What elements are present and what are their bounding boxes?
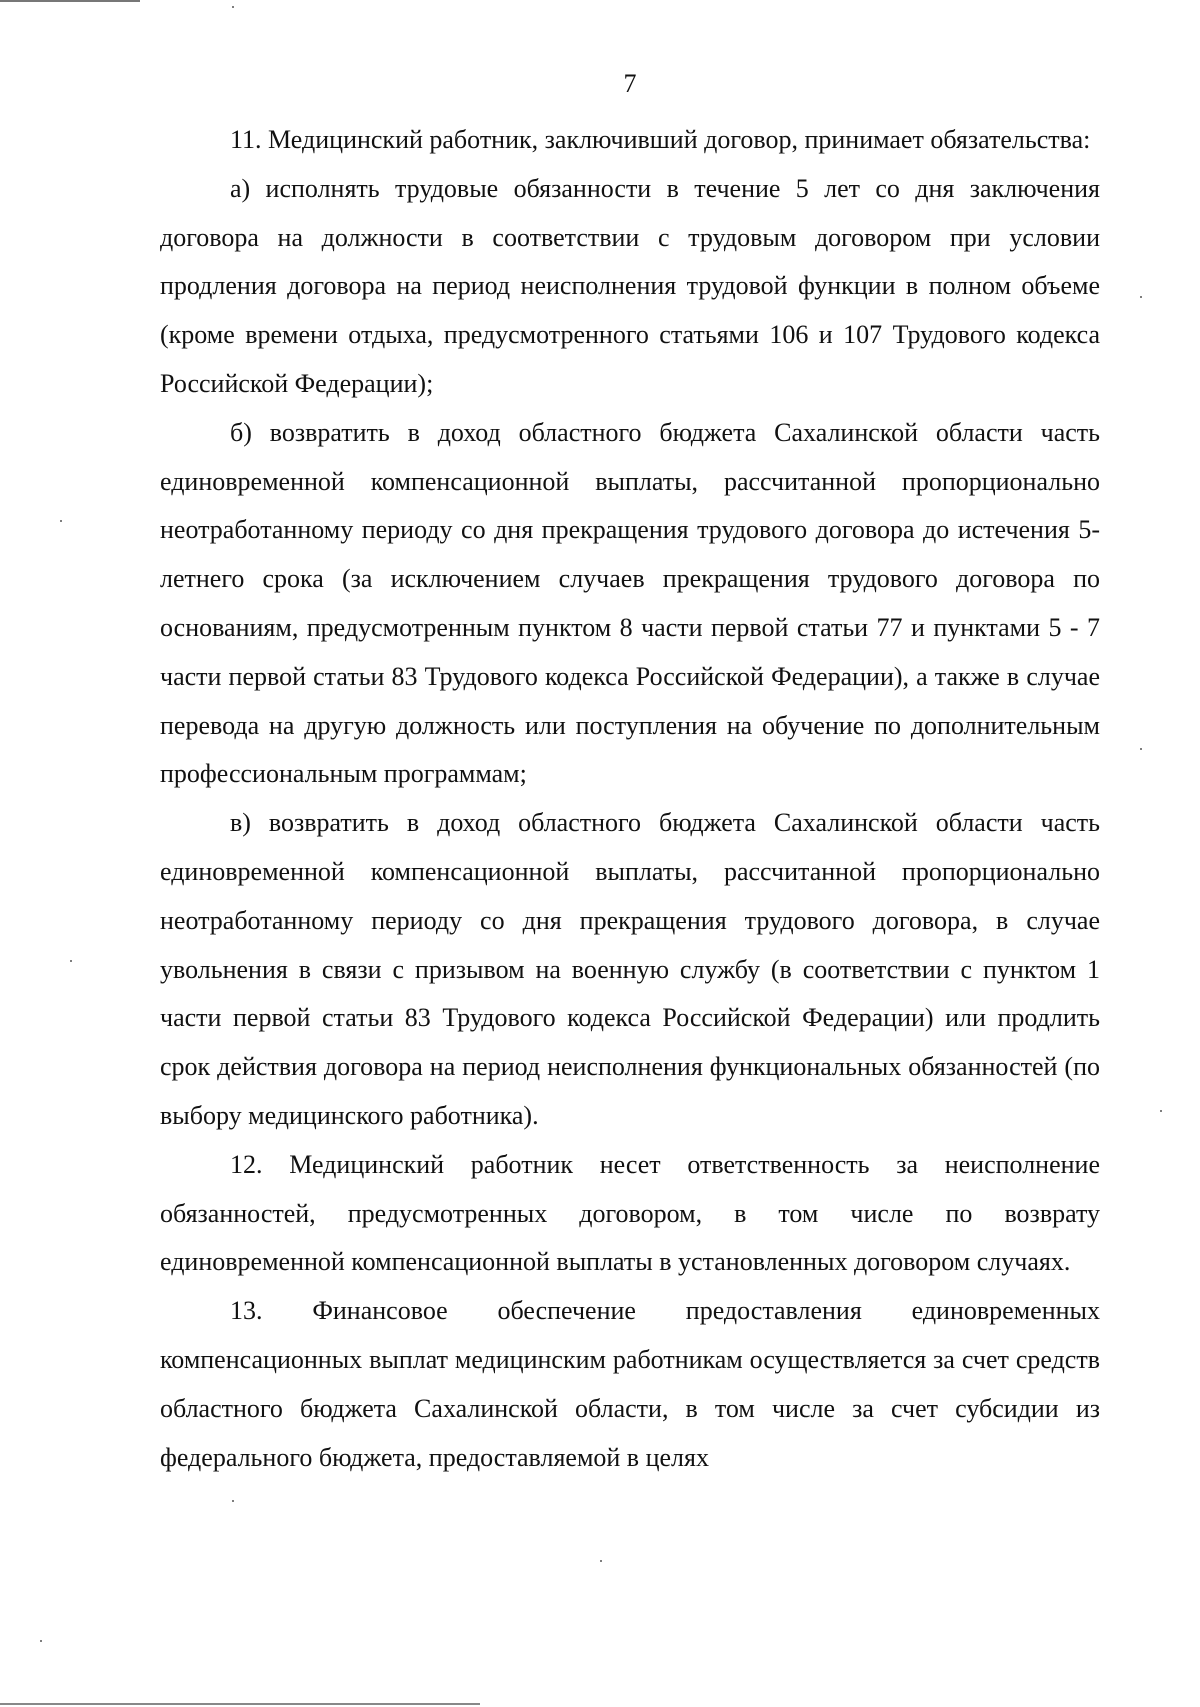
scan-speck bbox=[1140, 748, 1142, 750]
document-page bbox=[160, 60, 1100, 1482]
paragraph-11-a: а) исполнять трудовые обязанности в течение 5 лет со дня заключения договора на должности в соответствии с трудовым договором при условии продления договора на период неисполнения трудовой функции в полном объеме (кроме времени отдыха, предусмотренного статьями 106 и 107 Трудового кодекса Российской Федерации); bbox=[160, 173, 1100, 398]
scan-speck bbox=[70, 960, 72, 962]
scan-speck bbox=[40, 1640, 42, 1642]
scan-speck bbox=[1160, 1110, 1162, 1112]
scan-speck bbox=[60, 520, 62, 522]
paragraph-11: 11. Медицинский работник, заключивший договор, принимает обязательства: bbox=[230, 125, 1091, 154]
page-number: 7 bbox=[623, 69, 637, 98]
scan-speck bbox=[600, 1560, 602, 1562]
scan-edge-mark-top bbox=[0, 0, 140, 2]
scan-edge-mark-bottom bbox=[0, 1703, 480, 1705]
paragraph-12: 12. Медицинский работник несет ответственность за неисполнение обязанностей, предусмотренных договором, в том числе по возврату единовременной компенсационной выплаты в установленных договором случаях. bbox=[160, 1149, 1100, 1277]
scan-speck bbox=[232, 6, 234, 8]
paragraph-13: 13. Финансовое обеспечение предоставления единовременных компенсационных выплат медицинским работникам осуществляется за счет средств областного бюджета Сахалинской области, в том числе за счет субсидии из федерального бюджета, предоставляемой в целях bbox=[160, 1296, 1100, 1472]
scan-speck bbox=[1140, 296, 1142, 298]
paragraph-11-b: б) возвратить в доход областного бюджета Сахалинской области часть единовременной компенсационной выплаты, рассчитанной пропорционально неотработанному периоду со дня прекращения трудового договора до истечения 5-летнего срока (за исключением случаев прекращения трудового договора по основаниям, предусмотренным пунктом 8 части первой статьи 77 и пунктами 5 - 7 части первой статьи 83 Трудового кодекса Российской Федерации), а также в случае перевода на другую должность или поступления на обучение по дополнительным профессиональным программам; bbox=[160, 417, 1100, 789]
scan-speck bbox=[232, 1500, 234, 1502]
paragraph-11-c: в) возвратить в доход областного бюджета Сахалинской области часть единовременной компенсационной выплаты, рассчитанной пропорционально неотработанному периоду со дня прекращения трудового договора, в случае увольнения в связи с призывом на военную службу (в соответствии с пунктом 1 части первой статьи 83 Трудового кодекса Российской Федерации) или продлить срок действия договора на период неисполнения функциональных обязанностей (по выбору медицинского работника). bbox=[160, 808, 1100, 1130]
